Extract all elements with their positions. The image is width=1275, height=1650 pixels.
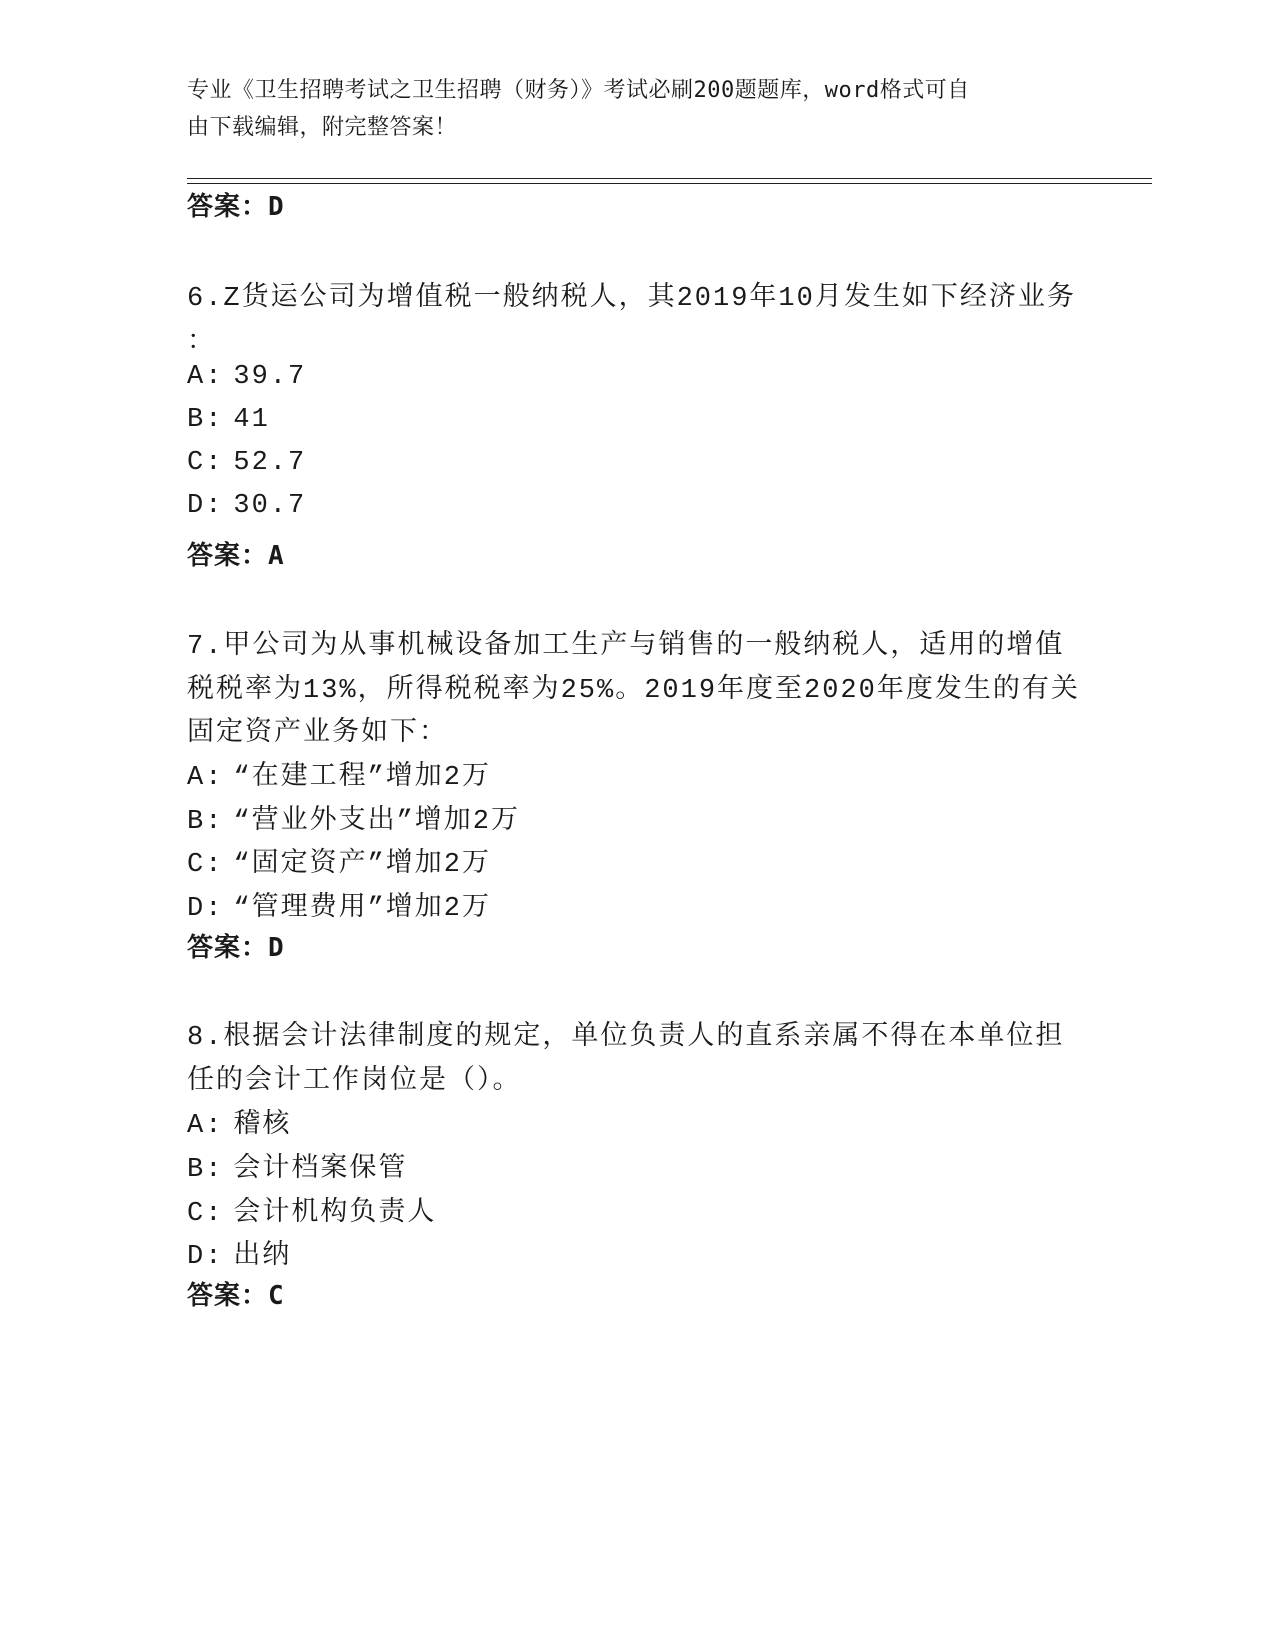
option-text: 会计机构负责人 [233,1199,437,1229]
answer-value: D [268,933,285,963]
answer-label: 答案： [187,1281,269,1311]
option-key: B: [187,807,224,837]
q8-option-b [187,1145,407,1185]
option-text: 30.7 [233,491,307,521]
q6-option-b [187,405,270,435]
question-8-line-2: 任的会计工作岗位是（）。 [187,1067,522,1097]
answer-value: A [268,541,285,571]
option-text: “管理费用”增加2万 [233,894,492,924]
answer-label: 答案： [187,933,269,963]
header-divider-top [187,178,1152,179]
option-text: “营业外支出”增加2万 [233,807,521,837]
header-divider-bottom [187,183,1152,184]
question-8-line-1: 8.根据会计法律制度的规定，单位负责人的直系亲属不得在本单位担 [187,1023,1065,1053]
option-key: D: [187,491,224,521]
option-text: 出纳 [233,1242,292,1272]
answer-value: C [268,1281,285,1311]
option-key: C: [187,448,224,478]
answer-line-q8 [187,1275,285,1312]
q8-option-a [187,1101,291,1141]
option-key: C: [187,850,224,880]
option-key: A: [187,763,224,793]
option-text: 稽核 [233,1111,292,1141]
option-text: 会计档案保管 [233,1155,408,1185]
option-text: “在建工程”增加2万 [233,763,492,793]
question-6-line-2: ： [187,328,216,358]
question-7-line-3: 固定资产业务如下： [187,719,448,749]
answer-label: 答案： [187,192,269,222]
option-key: A: [187,362,224,392]
option-key: A: [187,1111,224,1141]
q6-option-a [187,362,306,392]
option-key: B: [187,1155,224,1185]
answer-line-prev [187,186,285,223]
question-7-line-1: 7.甲公司为从事机械设备加工生产与销售的一般纳税人，适用的增值 [187,632,1065,662]
header-line-2: 由下载编辑，附完整答案！ [187,115,458,140]
answer-line-q6 [187,535,285,572]
option-key: C: [187,1199,224,1229]
header-line-1: 专业《卫生招聘考试之卫生招聘（财务）》考试必刷200题题库，word格式可自 [187,78,970,103]
question-7-line-2: 税税率为13%，所得税税率为25%。2019年度至2020年度发生的有关 [187,676,1080,706]
option-text: “固定资产”增加2万 [233,850,492,880]
option-key: D: [187,894,224,924]
q7-option-c [187,840,491,880]
q6-option-d [187,491,306,521]
q7-option-d [187,884,491,924]
q8-option-d [187,1232,291,1272]
option-key: B: [187,405,224,435]
option-text: 52.7 [233,448,307,478]
document-header [187,72,1067,146]
option-key: D: [187,1242,224,1272]
option-text: 41 [233,405,270,435]
answer-value: D [268,192,285,222]
q7-option-a [187,753,491,793]
question-6-line-1: 6.Z货运公司为增值税一般纳税人，其2019年10月发生如下经济业务 [187,284,1076,314]
option-text: 39.7 [233,362,307,392]
answer-label: 答案： [187,541,269,571]
q8-option-c [187,1189,436,1229]
q6-option-c [187,448,306,478]
answer-line-q7 [187,927,285,964]
q7-option-b [187,797,520,837]
